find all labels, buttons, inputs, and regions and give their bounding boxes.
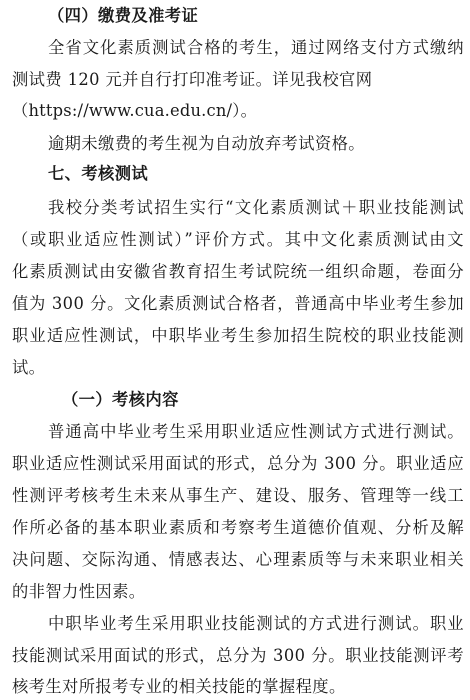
paragraph-line: 全省文化素质测试合格的考生，通过网络支付方式缴纳: [48, 38, 464, 57]
section-heading-assessment: 七、考核测试: [48, 164, 149, 183]
paragraph-line: 逾期未缴费的考生视为自动放弃考试资格。: [48, 134, 365, 153]
paragraph-line: 测试费 120 元并自行打印准考证。详见我校官网: [12, 70, 373, 89]
paragraph-line: 性测评考核考生未来从事生产、建设、服务、管理等一线工: [12, 486, 464, 505]
paragraph-line: 作所必备的基本职业素质和考察考生道德价值观、分析及解: [12, 518, 464, 537]
paragraph-line: 普通高中毕业考生采用职业适应性测试方式进行测试。: [48, 422, 464, 441]
paragraph-line: 值为 300 分。文化素质测试合格者，普通高中毕业考生参加: [12, 294, 464, 313]
paragraph-line: 中职毕业考生采用职业技能测试的方式进行测试。职业: [48, 614, 464, 633]
website-link-line[interactable]: （https://www.cua.edu.cn/）。: [12, 101, 258, 120]
paragraph-line: 核考生对所报考专业的相关技能的掌握程度。: [12, 677, 346, 696]
section-heading-payment: （四）缴费及准考证: [48, 6, 199, 25]
paragraph-line: （或职业适应性测试）”评价方式。其中文化素质测试由文: [12, 230, 464, 249]
paragraph-line: 决问题、交际沟通、情感表达、心理素质等与未来职业相关: [12, 550, 464, 569]
paragraph-line: 职业适应性测试，中职毕业考生参加招生院校的职业技能测: [12, 326, 464, 345]
paragraph-line: 的非智力性因素。: [12, 582, 146, 601]
paragraph-line: 技能测试采用面试的形式，总分为 300 分。职业技能测评考: [12, 646, 464, 665]
paragraph-line: 职业适应性测试采用面试的形式，总分为 300 分。职业适应: [12, 454, 464, 473]
paragraph-line: 化素质测试由安徽省教育招生考试院统一组织命题，卷面分: [12, 262, 464, 281]
paragraph-line: 我校分类考试招生实行“文化素质测试＋职业技能测试: [48, 198, 464, 217]
subsection-heading-content: （一）考核内容: [62, 390, 179, 409]
paragraph-line: 试。: [12, 358, 46, 377]
